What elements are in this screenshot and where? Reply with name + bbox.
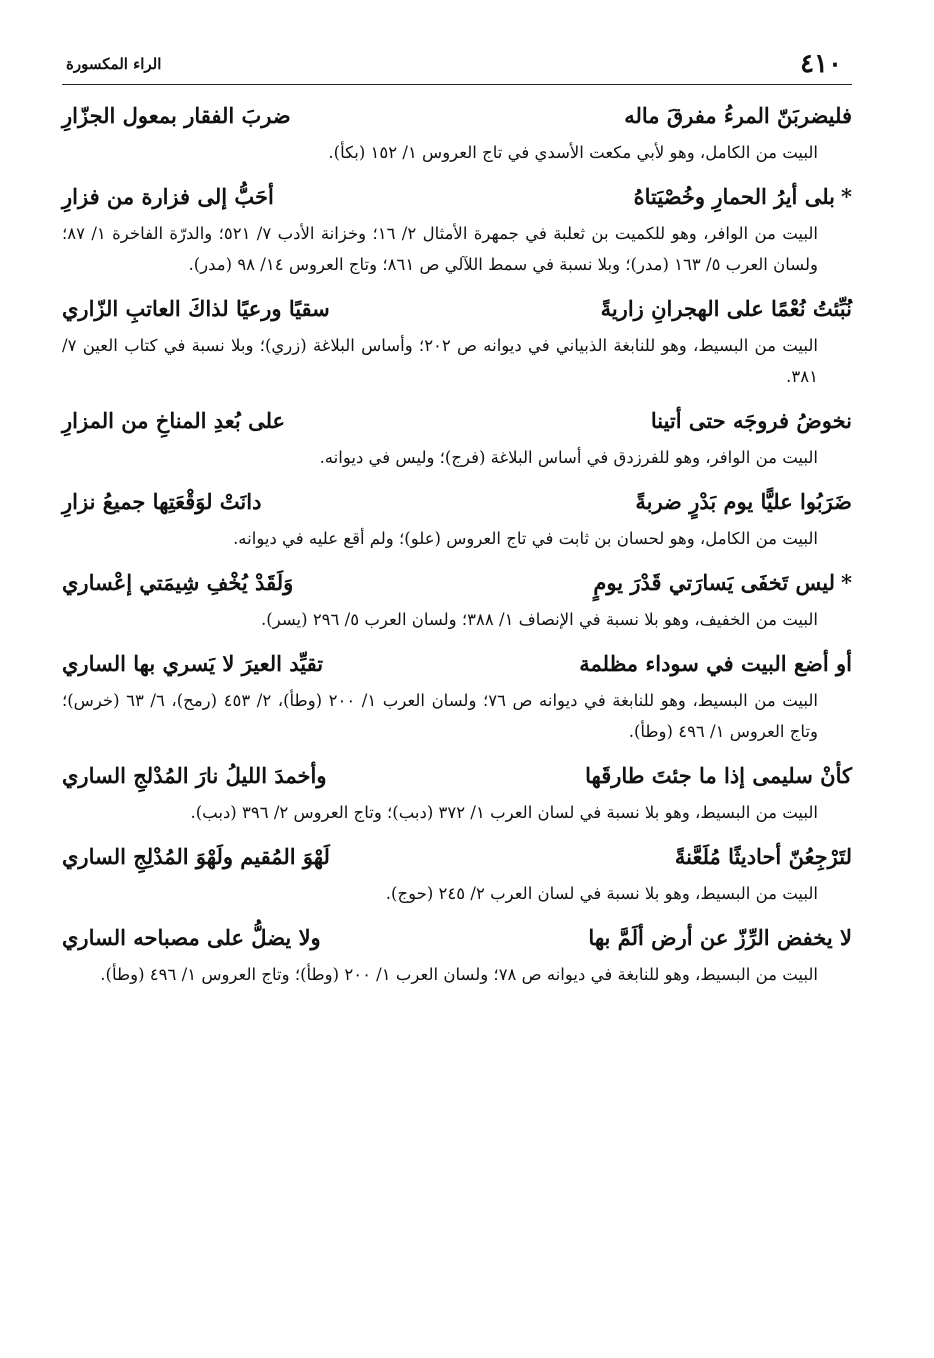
verse-note: البيت من الخفيف، وهو بلا نسبة في الإنصاف ١/ ٣٨٨؛ ولسان العرب ٥/ ٢٩٦ (يسر). [261,610,818,629]
page [62,44,852,1334]
second-hemistich: دانَتْ لوَقْعَتِها جميعُ نزارِ [62,489,262,514]
verse-line [62,917,852,959]
star-marker: * [841,570,852,595]
verse-entry [62,481,852,554]
verse-line [62,176,852,218]
first-hemistich: نُبِّئتُ نُعْمًا على الهجرانِ زاريةً [600,296,852,321]
second-hemistich: أحَبُّ إلى فزارة من فزارِ [62,184,274,209]
first-hemistich [634,176,852,218]
verse-note: البيت من الوافر، وهو للفرزدق في أساس البلاغة (فرج)؛ وليس في ديوانه. [319,448,818,467]
second-hemistich: ولا يضلُّ على مصباحه الساري [62,925,321,950]
second-hemistich: وَلَقَدْ يُخْفِ شِيمَتي إعْساري [62,570,294,595]
verse-note: البيت من البسيط، وهو للنابغة الذبياني في ديوانه ص ٢٠٢؛ وأساس البلاغة (زري)؛ وبلا نسبة في كتاب العين ٧/ ٣٨١. [62,336,818,386]
first-hemistich-text: ليس تَخفَى يَسارَتي قَدْرَ يومٍ [593,570,836,595]
verse-note: البيت من البسيط، وهو للنابغة في ديوانه ص ٧٦؛ ولسان العرب ١/ ٢٠٠ (وطأ)، ٢/ ٤٥٣ (رمح)، ٦/ ٦٣ (خرس)؛ وتاج العروس ١/ ٤٩٦ (وطأ). [62,691,818,741]
verse-entry [62,917,852,990]
first-hemistich: ضَرَبُوا عليًّا يوم بَدْرٍ ضربةً [635,489,852,514]
verse-note: البيت من البسيط، وهو بلا نسبة في لسان العرب ٢/ ٢٤٥ (حوج). [385,884,818,903]
star-marker: * [841,184,852,209]
first-hemistich: فليضربَنّ المرءُ مفرقَ ماله [624,103,852,128]
first-hemistich: أو أضع البيت في سوداء مظلمة [579,651,852,676]
second-hemistich: سقيًا ورعيًا لذاكَ العاتبِ الزّاري [62,296,330,321]
verse-entry [62,288,852,392]
verse-line [62,755,852,797]
verse-entry [62,562,852,635]
first-hemistich: لا يخفض الرِّزّ عن أرض ألَمَّ بها [588,925,852,950]
verse-note: البيت من البسيط، وهو للنابغة في ديوانه ص ٧٨؛ ولسان العرب ١/ ٢٠٠ (وطأ)؛ وتاج العروس ١/ ٤٩٦ (وطأ). [100,965,818,984]
second-hemistich: على بُعدِ المناخِ من المزارِ [62,408,286,433]
verse-line [62,400,852,442]
verse-entry [62,836,852,909]
verse-note: البيت من الوافر، وهو للكميت بن ثعلبة في جمهرة الأمثال ٢/ ١٦؛ وخزانة الأدب ٧/ ٥٢١؛ والدرّة الفاخرة ١/ ٨٧؛ ولسان العرب ٥/ ١٦٣ (مدر)؛ وبلا نسبة في سمط اللآلي ص ٨٦١؛ وتاج العروس ١٤/ ٩٨ (مدر). [62,224,819,274]
verse-entry [62,95,852,168]
second-hemistich: ضربَ الفقار بمعول الجزّارِ [62,103,291,128]
verse-line [62,562,852,604]
chapter-title: الراء المكسورة [66,55,162,73]
verse-note: البيت من الكامل، وهو لحسان بن ثابت في تاج العروس (علو)؛ ولم أقع عليه في ديوانه. [233,529,818,548]
verse-entry [62,755,852,828]
verse-entry [62,176,852,280]
verse-entry [62,400,852,473]
verse-line [62,643,852,685]
page-header [62,44,852,85]
first-hemistich: نخوضُ فروجَه حتى أتينا [650,408,852,433]
verse-note: البيت من الكامل، وهو لأبي مكعت الأسدي في تاج العروس ١/ ١٥٢ (بكأ). [328,143,818,162]
second-hemistich: تقيِّد العيرَ لا يَسري بها الساري [62,651,324,676]
second-hemistich: لَهْوَ المُقيم ولَهْوَ المُدْلِجِ الساري [62,844,330,869]
second-hemistich: وأخمدَ الليلُ نارَ المُدْلجِ الساري [62,763,327,788]
verse-line [62,95,852,137]
verse-line [62,288,852,330]
verse-line [62,836,852,878]
first-hemistich-text: بلى أيرُ الحمارِ وخُصْيَتاهُ [633,184,836,209]
verse-entries [62,95,852,990]
verse-note: البيت من البسيط، وهو بلا نسبة في لسان العرب ١/ ٣٧٢ (دبب)؛ وتاج العروس ٢/ ٣٩٦ (دبب). [190,803,818,822]
first-hemistich: لتَرْجِعُنّ أحاديثًا مُلَعَّنةً [674,844,852,869]
page-number: ٤١٠ [800,49,842,79]
first-hemistich: كأنْ سليمى إذا ما جئتَ طارقَها [585,763,852,788]
verse-entry [62,643,852,747]
verse-line [62,481,852,523]
first-hemistich [593,562,852,604]
